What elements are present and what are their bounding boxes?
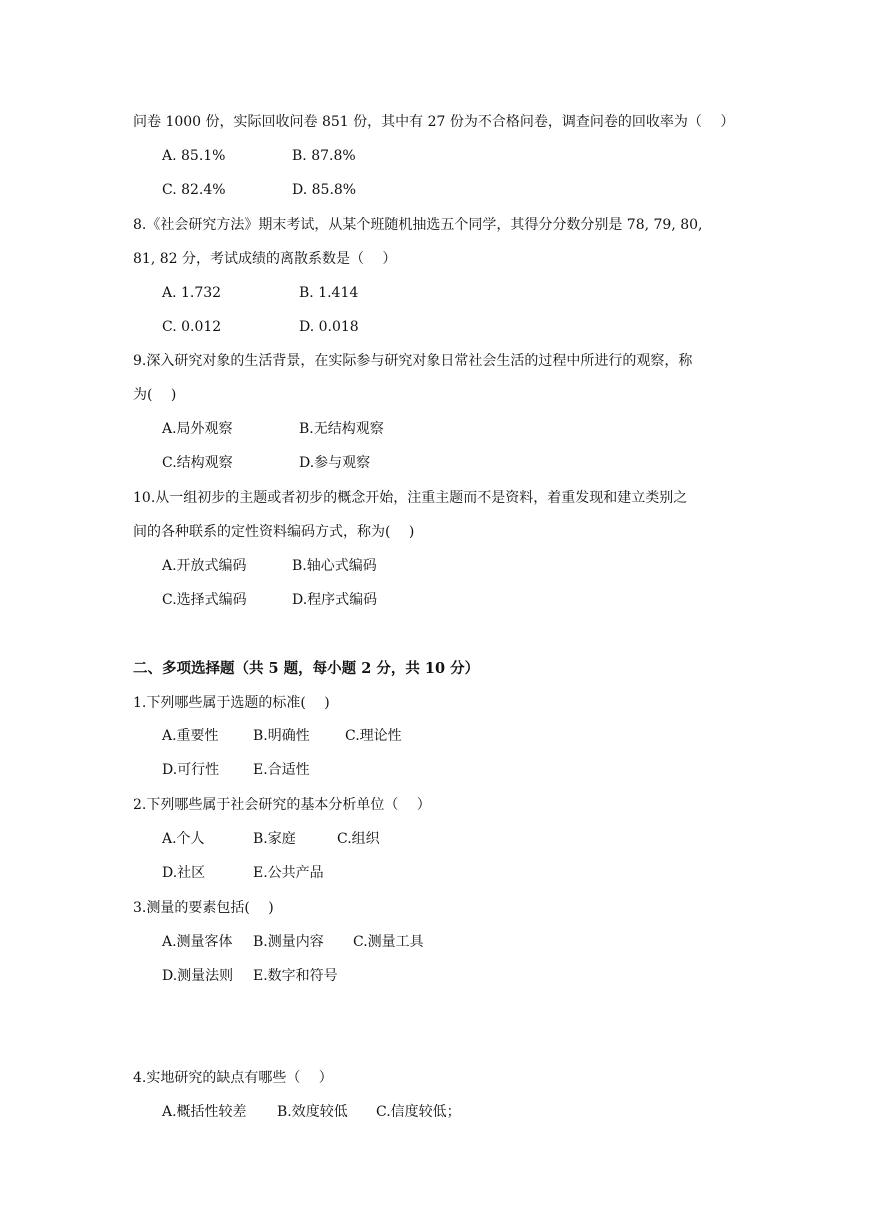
q9-option-d: D.参与观察	[299, 455, 371, 471]
mq4-option-c: C.信度较低；	[376, 1104, 461, 1120]
mq1-stem: 1.下列哪些属于选题的标准( )	[133, 695, 330, 711]
q9-option-a: A.局外观察	[162, 421, 233, 437]
q10-option-d: D.程序式编码	[292, 592, 378, 608]
q7-stem-continuation: 问卷 1000 份，实际回收问卷 851 份，其中有 27 份为不合格问卷，调查问卷的回收率为（ ）	[133, 114, 735, 130]
mq1-option-a: A.重要性	[162, 728, 219, 744]
q7-option-b: B. 87.8%	[292, 148, 356, 164]
q9-stem-line-2: 为( )	[133, 387, 177, 403]
q10-option-b: B.轴心式编码	[292, 558, 377, 574]
mq3-option-c: C.测量工具	[353, 934, 424, 950]
q8-option-a: A. 1.732	[162, 285, 222, 301]
q8-option-d: D. 0.018	[299, 319, 359, 335]
q7-option-a: A. 85.1%	[162, 148, 226, 164]
mq1-option-c: C.理论性	[345, 728, 402, 744]
q9-option-b: B.无结构观察	[299, 421, 384, 437]
mq2-option-b: B.家庭	[253, 831, 296, 847]
q8-stem-line-2: 81, 82 分，考试成绩的离散系数是（ ）	[133, 251, 397, 267]
q10-option-c: C.选择式编码	[162, 592, 247, 608]
mq2-option-c: C.组织	[337, 831, 380, 847]
mq2-option-d: D.社区	[162, 865, 206, 881]
mq2-stem: 2.下列哪些属于社会研究的基本分析单位（ ）	[133, 797, 431, 813]
mq1-option-d: D.可行性	[162, 762, 220, 778]
q7-option-d: D. 85.8%	[292, 182, 357, 198]
q10-stem-line-2: 间的各种联系的定性资料编码方式，称为( )	[133, 524, 415, 540]
mq4-option-b: B.效度较低	[277, 1104, 348, 1120]
mq4-option-a: A.概括性较差	[162, 1104, 247, 1120]
mq1-option-e: E.合适性	[253, 762, 310, 778]
mq3-option-d: D.测量法则	[162, 968, 234, 984]
mq3-stem: 3.测量的要素包括( )	[133, 900, 274, 916]
mq3-option-e: E.数字和符号	[253, 968, 338, 984]
q8-stem-line-1: 8.《社会研究方法》期末考试，从某个班随机抽选五个同学，其得分分数分别是 78, 79, 80,	[133, 217, 703, 233]
q10-stem-line-1: 10.从一组初步的主题或者初步的概念开始，注重主题而不是资料，着重发现和建立类别之	[133, 490, 688, 506]
mq4-stem: 4.实地研究的缺点有哪些（ ）	[133, 1070, 333, 1086]
q9-option-c: C.结构观察	[162, 455, 233, 471]
mq3-option-b: B.测量内容	[253, 934, 324, 950]
q10-option-a: A.开放式编码	[162, 558, 247, 574]
q9-stem-line-1: 9.深入研究对象的生活背景，在实际参与研究对象日常社会生活的过程中所进行的观察，称	[133, 353, 693, 369]
section-2-heading: 二、多项选择题（共 5 题，每小题 2 分，共 10 分）	[133, 660, 480, 677]
mq3-option-a: A.测量客体	[162, 934, 233, 950]
mq2-option-a: A.个人	[162, 831, 205, 847]
q8-option-c: C. 0.012	[162, 319, 222, 335]
q7-option-c: C. 82.4%	[162, 182, 226, 198]
mq2-option-e: E.公共产品	[253, 865, 324, 881]
mq1-option-b: B.明确性	[253, 728, 310, 744]
q8-option-b: B. 1.414	[299, 285, 359, 301]
